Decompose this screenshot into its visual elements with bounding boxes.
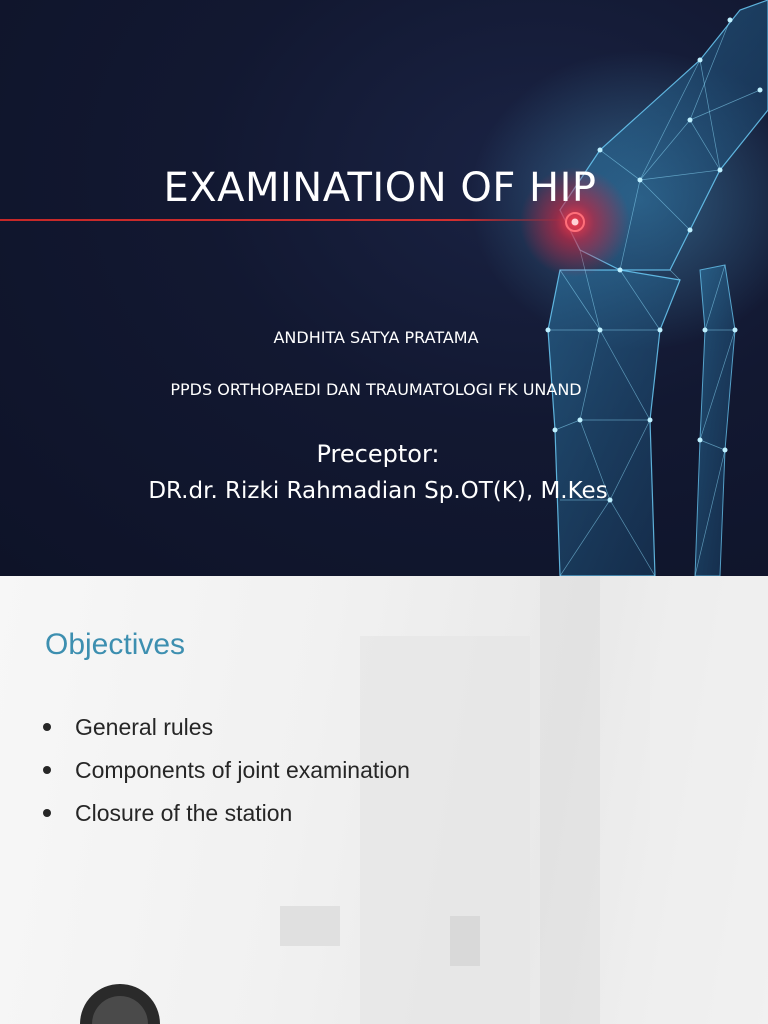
slide-title: EXAMINATION OF HIP [163,165,597,211]
preceptor-label: Preceptor: [316,440,440,468]
bullet-icon [43,723,51,731]
bullet-icon [43,809,51,817]
list-item [40,714,410,757]
list-item-label: Components of joint examination [75,757,410,783]
list-item [40,800,410,843]
preceptor-name: DR.dr. Rizki Rahmadian Sp.OT(K), M.Kes [148,478,608,504]
objectives-slide [0,576,768,1024]
list-item-label: Closure of the station [75,800,293,826]
list-item [40,757,410,800]
author-name: ANDHITA SATYA PRATAMA [273,328,479,347]
bullet-icon [43,766,51,774]
objectives-list [40,714,410,843]
title-underline [0,219,570,221]
list-item-label: General rules [75,714,214,740]
author-affiliation: PPDS ORTHOPAEDI DAN TRAUMATOLOGI FK UNAND [170,380,582,399]
objectives-title: Objectives [45,628,186,661]
